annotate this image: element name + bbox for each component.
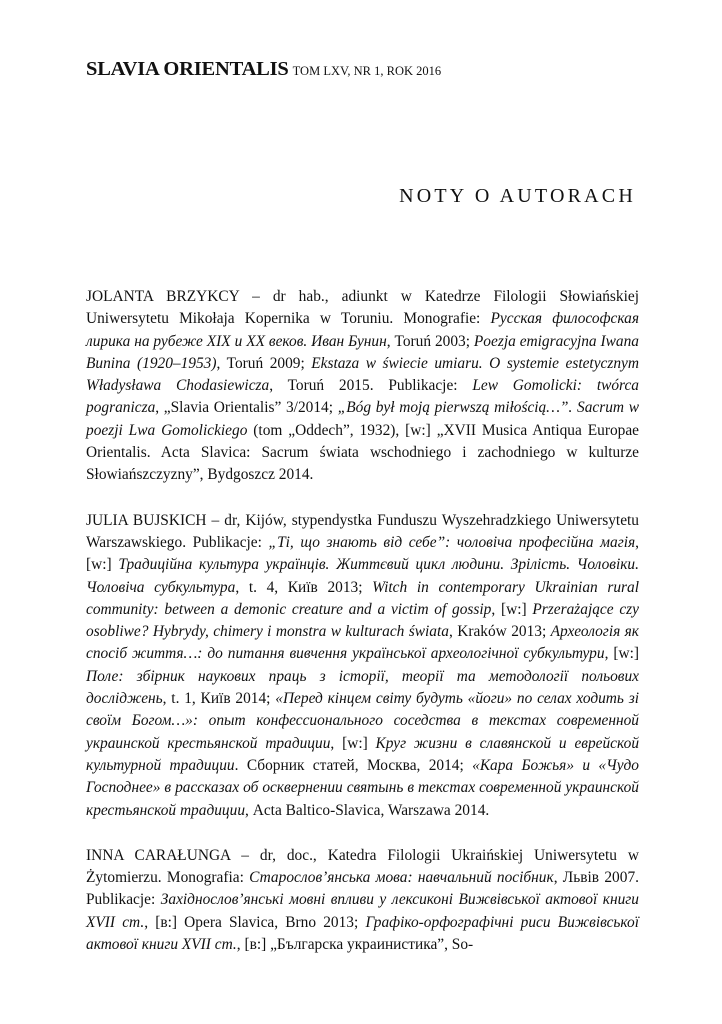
- author-note-brzykcy: [86, 286, 639, 487]
- text-segment: , Toruń 2015. Publikacje:: [269, 377, 473, 395]
- italic-title: Археологія як спосіб життя…: до питання вивчення української археологічної субкультури: [86, 623, 639, 663]
- text-segment: , Acta Baltico-Slavica, Warszawa 2014.: [245, 801, 490, 819]
- text-segment: , [w:]: [604, 645, 640, 663]
- italic-title: «Перед кінцем світу будуть «йоги» по селах ходить зі своїм Богом…»: опыт конфессионального соседства в текстах современной украинской крестьянской традиции: [86, 690, 639, 752]
- text-segment: JOLANTA BRZYKCY – dr hab., adiunkt w Katedrze Filologii Słowiańskiej Uniwersytetu Mikołaja Kopernika w Toruniu. Monografie:: [86, 288, 639, 328]
- journal-title: SLAVIA ORIENTALIS: [86, 58, 289, 80]
- italic-title: Традиційна культура українців. Життєвий цикл людини. Зрілість. Чоловіки. Чоловіча субкультура: [86, 556, 639, 596]
- author-note-bujskich: [86, 510, 639, 822]
- text-segment: , t. 4, Київ 2013;: [235, 578, 373, 596]
- journal-header: [86, 58, 441, 81]
- text-segment: . Сборник статей, Москва, 2014;: [234, 756, 473, 774]
- section-title: NOTY O AUTORACH: [399, 185, 636, 207]
- italic-title: „Bóg był moją pierwszą miłością…”. Sacrum w poezji Lwa Gomolickiego: [86, 399, 639, 439]
- text-segment: , [w:]: [491, 600, 533, 618]
- text-segment: , „Slavia Orientalis” 3/2014;: [155, 399, 338, 417]
- text-segment: INNA CARAŁUNGA – dr, doc., Katedra Filologii Ukraińskiej Uniwersytetu w Żytomierzu. Monografia:: [86, 846, 639, 887]
- text-segment: , [w:]: [86, 533, 639, 574]
- author-note-caralunga: [86, 845, 639, 956]
- text-segment: JULIA BUJSKICH – dr, Kijów, stypendystka Funduszu Wyszehradzkiego Uniwersytetu Warszawskiego. Publikacje:: [86, 511, 639, 551]
- text-segment: , [в:] Opera Slavica, Brno 2013;: [144, 913, 366, 931]
- text-segment: , Toruń 2003;: [386, 332, 474, 350]
- text-segment: , t. 1, Київ 2014;: [162, 690, 276, 708]
- italic-title: Поле: збірник наукових праць з історії, теорії та методології польових досліджень: [86, 667, 639, 708]
- text-segment: , Kraków 2013;: [448, 623, 551, 641]
- text-segment: , [w:]: [330, 734, 376, 752]
- italic-title: Witch in contemporary Ukrainian rural community: between a demonic creature and a victim of gossip: [86, 578, 639, 618]
- italic-title: Круг жизни в славянской и еврейской культурной традиции: [86, 734, 640, 774]
- italic-title: Ekstaza w świecie umiaru. O systemie estetycznym Władysława Chodasiewicza: [86, 354, 639, 395]
- italic-title: Lew Gomolicki: twórca pogranicza: [86, 377, 639, 417]
- author-notes: [86, 286, 639, 979]
- text-segment: , Toruń 2009;: [216, 354, 312, 372]
- text-segment: , [в:] „Българска украинистика”, So-: [236, 936, 474, 954]
- italic-title: «Кара Божья» и «Чудо Господнее» в рассказах об осквернении святынь в текстах современной украинской крестьянской традиции: [86, 756, 639, 819]
- italic-title: „Ті, що знають від себе”: чоловіча професійна магія: [268, 533, 636, 551]
- italic-title: Русская философская лирика на рубеже XIX и XX веков. Иван Бунин: [86, 310, 639, 350]
- text-segment: , Львів 2007. Publikacje:: [86, 869, 639, 909]
- italic-title: Старослов’янська мова: навчальний посібник: [249, 869, 554, 887]
- issue-info: TOM LXV, NR 1, ROK 2016: [292, 64, 442, 78]
- text-segment: (tom „Oddech”, 1932), [w:] „XVII Musica Antiqua Europae Orientalis. Acta Slavica: Sacrum świata wschodniego i zachodniego w kulturze Słowiańszczyzny”, Bydgoszcz 2014.: [86, 421, 640, 484]
- italic-title: Poezja emigracyjna Iwana Bunina (1920–1953): [86, 332, 639, 372]
- italic-title: Західнослов’янські мовні впливи у лексиконі Вижвівської актової книги XVII ст.: [86, 891, 639, 931]
- italic-title: Przerażające czy osobliwe? Hybrydy, chimery i monstra w kulturach świata: [86, 600, 639, 641]
- italic-title: Графіко-орфографічні риси Вижвівської актової книги XVII ст.: [86, 913, 639, 954]
